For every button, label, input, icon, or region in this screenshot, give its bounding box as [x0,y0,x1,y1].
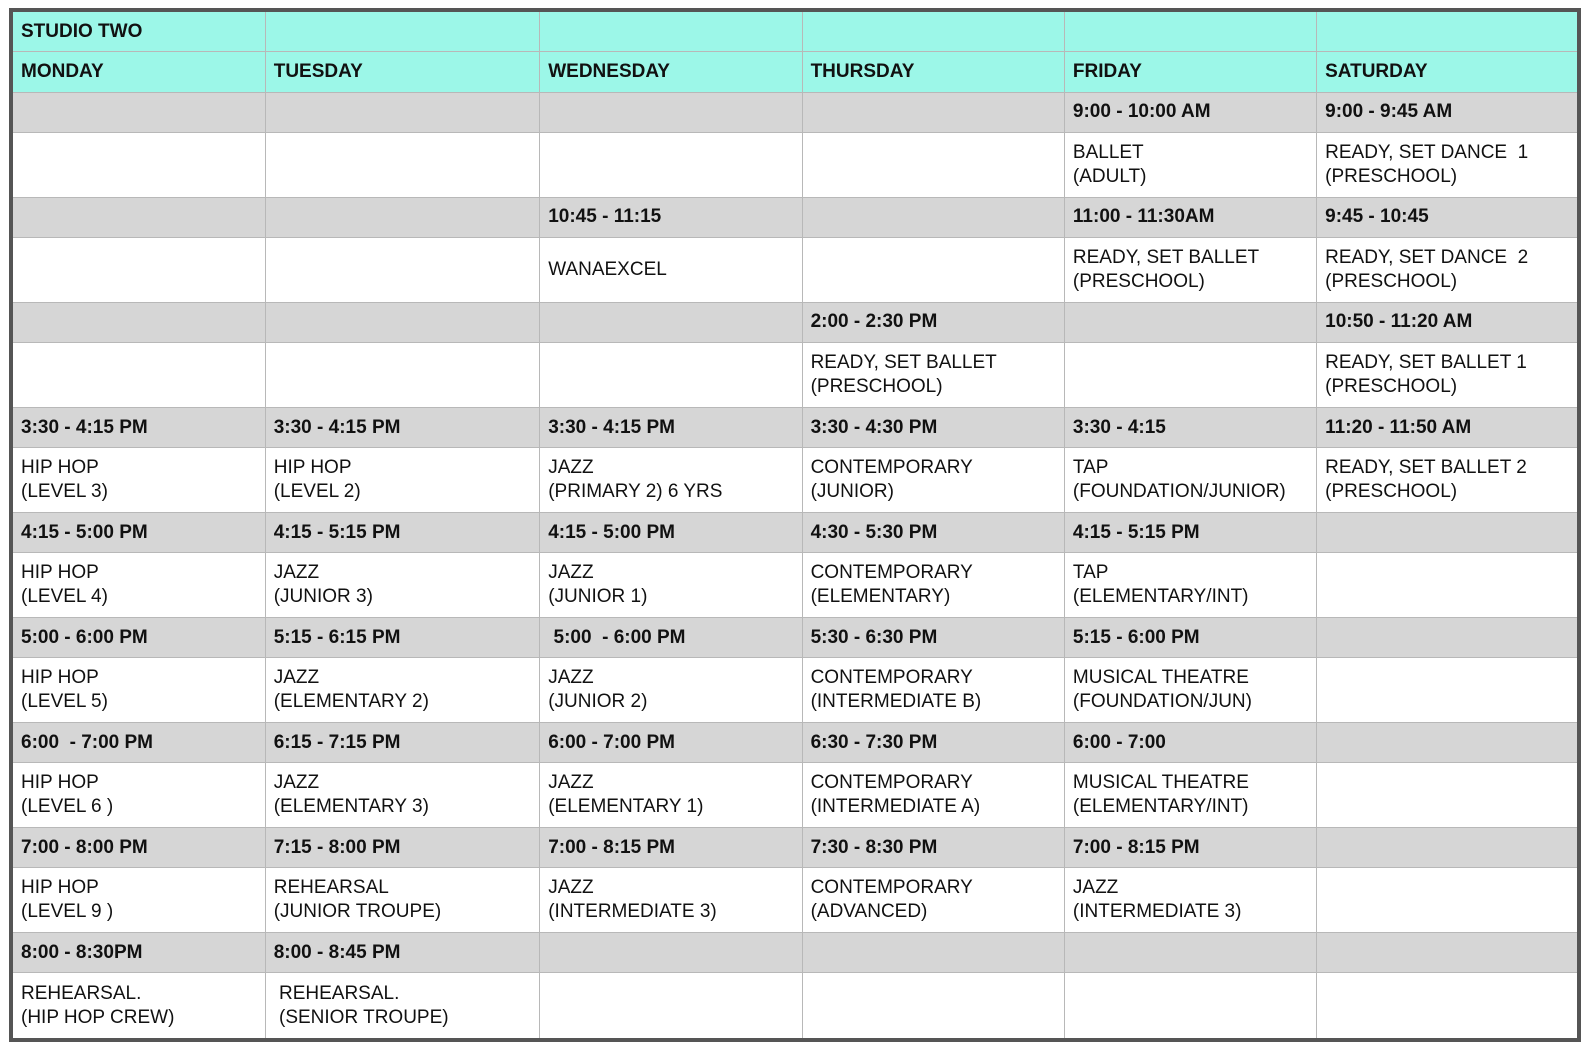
time-cell-saturday[interactable]: 9:00 - 9:45 AM [1317,93,1577,133]
time-row [13,723,1577,763]
class-level: (INTERMEDIATE 3) [548,901,717,923]
time-row [13,303,1577,343]
class-name: CONTEMPORARY [810,562,973,584]
class-cell-friday[interactable] [1064,237,1316,302]
time-cell-monday[interactable]: 4:15 - 5:00 PM [13,513,265,553]
class-name: CONTEMPORARY [810,457,973,479]
class-level: (HIP HOP CREW) [21,1006,175,1028]
class-cell-monday[interactable] [13,973,265,1038]
time-cell-friday[interactable]: 9:00 - 10:00 AM [1064,93,1316,133]
time-cell-tuesday[interactable] [265,303,540,343]
class-level: (LEVEL 5) [21,691,108,713]
class-level: (PRESCHOOL) [1325,165,1458,187]
time-cell-thursday[interactable] [802,198,1064,238]
class-name: HIP HOP [21,562,99,584]
class-cell-friday[interactable] [1064,657,1316,722]
class-cell-monday[interactable] [13,237,265,302]
class-cell-wednesday[interactable] [540,763,802,828]
time-cell-saturday[interactable] [1317,513,1577,553]
class-cell-tuesday[interactable] [265,447,540,512]
class-name: REHEARSAL. [21,982,142,1004]
class-level: (PRESCHOOL) [1325,376,1458,397]
class-level: (PRESCHOOL) [810,376,943,397]
class-name: READY, SET BALLET 1 [1325,352,1527,373]
class-cell-thursday[interactable] [802,552,1064,617]
time-cell-tuesday[interactable] [265,93,540,133]
time-cell-monday[interactable]: 8:00 - 8:30PM [13,933,265,973]
class-name: READY, SET BALLET [810,352,997,373]
time-cell-friday[interactable]: 6:00 - 7:00 [1064,723,1316,763]
class-cell-saturday[interactable] [1317,763,1577,828]
time-cell-thursday[interactable]: 5:30 - 6:30 PM [802,618,1064,658]
class-level: (JUNIOR TROUPE) [273,901,442,923]
class-cell-wednesday[interactable] [540,447,802,512]
class-level: (ELEMENTARY) [810,586,951,608]
time-cell-tuesday[interactable]: 3:30 - 4:15 PM [265,408,540,448]
class-cell-wednesday[interactable] [540,868,802,933]
class-cell-saturday[interactable] [1317,132,1577,197]
class-level: (JUNIOR 3) [273,586,373,608]
class-level: (LEVEL 2) [273,481,361,503]
time-row [13,198,1577,238]
class-level: (ADULT) [1072,165,1147,187]
class-level: (ELEMENTARY/INT) [1072,586,1249,608]
class-cell-friday[interactable] [1064,552,1316,617]
class-cell-friday[interactable] [1064,447,1316,512]
class-name: CONTEMPORARY [810,667,973,689]
class-cell-saturday[interactable] [1317,973,1577,1038]
time-cell-thursday[interactable]: 4:30 - 5:30 PM [802,513,1064,553]
class-cell-wednesday[interactable] [540,237,802,302]
time-cell-monday[interactable] [13,198,265,238]
class-name: JAZZ [548,667,594,689]
class-level: (JUNIOR) [810,481,894,503]
class-name: READY, SET DANCE 2 [1325,246,1529,268]
class-name: REHEARSAL [273,877,389,899]
studio-title-filler[interactable] [802,12,1064,52]
class-name: READY, SET BALLET 2 [1325,457,1527,479]
class-cell-saturday[interactable] [1317,552,1577,617]
time-cell-wednesday[interactable]: 10:45 - 11:15 [540,198,802,238]
class-row [13,763,1577,828]
time-cell-monday[interactable]: 6:00 - 7:00 PM [13,723,265,763]
class-name: READY, SET BALLET [1072,246,1260,268]
class-name: WANAEXCEL [548,258,667,280]
time-cell-saturday[interactable]: 11:20 - 11:50 AM [1317,408,1577,448]
class-cell-monday[interactable] [13,868,265,933]
day-header-friday[interactable]: FRIDAY [1064,52,1316,93]
time-cell-saturday[interactable]: 9:45 - 10:45 [1317,198,1577,238]
class-level: (ADVANCED) [810,901,928,923]
day-header-tuesday[interactable]: TUESDAY [265,52,540,93]
class-row [13,552,1577,617]
class-cell-friday[interactable] [1064,132,1316,197]
time-row [13,408,1577,448]
class-name: BALLET [1072,141,1144,163]
time-cell-wednesday[interactable]: 3:30 - 4:15 PM [540,408,802,448]
class-cell-monday[interactable] [13,342,265,407]
time-cell-friday[interactable]: 7:00 - 8:15 PM [1064,828,1316,868]
class-cell-monday[interactable] [13,552,265,617]
time-cell-tuesday[interactable]: 8:00 - 8:45 PM [265,933,540,973]
time-cell-friday[interactable]: 5:15 - 6:00 PM [1064,618,1316,658]
class-cell-monday[interactable] [13,763,265,828]
class-cell-wednesday[interactable] [540,552,802,617]
time-row [13,513,1577,553]
time-cell-monday[interactable]: 3:30 - 4:15 PM [13,408,265,448]
schedule-table [13,12,1577,1038]
time-cell-wednesday[interactable]: 5:00 - 6:00 PM [540,618,802,658]
time-row [13,933,1577,973]
class-row [13,132,1577,197]
day-header-thursday[interactable]: THURSDAY [802,52,1064,93]
time-cell-monday[interactable] [13,303,265,343]
class-name: HIP HOP [21,772,99,794]
class-name: REHEARSAL. [273,982,400,1004]
time-cell-saturday[interactable] [1317,828,1577,868]
class-cell-monday[interactable] [13,447,265,512]
class-level: (LEVEL 6 ) [21,796,114,818]
class-name: MUSICAL THEATRE [1072,667,1249,689]
time-cell-wednesday[interactable]: 7:00 - 8:15 PM [540,828,802,868]
class-row [13,237,1577,302]
class-level: (ELEMENTARY 2) [273,691,429,713]
class-name: HIP HOP [21,877,99,899]
class-name: HIP HOP [21,667,99,689]
time-row [13,828,1577,868]
time-cell-monday[interactable] [13,93,265,133]
day-header-monday[interactable]: MONDAY [13,52,265,93]
class-cell-thursday[interactable] [802,447,1064,512]
day-header-row [13,52,1577,93]
class-cell-thursday[interactable] [802,237,1064,302]
class-name: HIP HOP [21,457,99,479]
class-level: (JUNIOR 1) [548,586,648,608]
class-name: READY, SET DANCE 1 [1325,141,1529,163]
class-cell-tuesday[interactable] [265,763,540,828]
time-cell-thursday[interactable]: 7:30 - 8:30 PM [802,828,1064,868]
class-name: TAP [1072,457,1109,479]
time-cell-friday[interactable] [1064,933,1316,973]
time-cell-saturday[interactable] [1317,723,1577,763]
day-header-saturday[interactable]: SATURDAY [1317,52,1577,93]
class-cell-tuesday[interactable] [265,552,540,617]
time-cell-friday[interactable]: 11:00 - 11:30AM [1064,198,1316,238]
class-cell-saturday[interactable] [1317,868,1577,933]
class-name: JAZZ [1072,877,1119,899]
class-name: JAZZ [548,772,594,794]
class-level: (PRIMARY 2) 6 YRS [548,481,723,503]
class-level: (FOUNDATION/JUN) [1072,691,1252,713]
time-cell-wednesday[interactable] [540,933,802,973]
class-row [13,973,1577,1038]
time-cell-saturday[interactable] [1317,933,1577,973]
class-cell-tuesday[interactable] [265,132,540,197]
class-level: (SENIOR TROUPE) [273,1006,449,1028]
class-cell-friday[interactable] [1064,342,1316,407]
class-level: (ELEMENTARY 1) [548,796,704,818]
time-cell-thursday[interactable] [802,933,1064,973]
class-cell-friday[interactable] [1064,763,1316,828]
class-row [13,868,1577,933]
time-cell-tuesday[interactable]: 5:15 - 6:15 PM [265,618,540,658]
time-row [13,618,1577,658]
class-level: (LEVEL 9 ) [21,901,114,923]
class-cell-thursday[interactable] [802,342,1064,407]
class-cell-wednesday[interactable] [540,342,802,407]
class-level: (ELEMENTARY/INT) [1072,796,1249,818]
class-name: MUSICAL THEATRE [1072,772,1249,794]
time-cell-wednesday[interactable] [540,303,802,343]
studio-title-filler[interactable] [540,12,802,52]
class-name: HIP HOP [273,457,352,479]
time-cell-friday[interactable]: 4:15 - 5:15 PM [1064,513,1316,553]
time-cell-monday[interactable]: 7:00 - 8:00 PM [13,828,265,868]
class-level: (LEVEL 4) [21,586,108,608]
time-cell-wednesday[interactable] [540,93,802,133]
class-cell-saturday[interactable] [1317,447,1577,512]
class-name: JAZZ [273,667,320,689]
time-cell-wednesday[interactable]: 4:15 - 5:00 PM [540,513,802,553]
class-name: CONTEMPORARY [810,877,973,899]
class-cell-friday[interactable] [1064,868,1316,933]
studio-title-row [13,12,1577,52]
time-cell-wednesday[interactable]: 6:00 - 7:00 PM [540,723,802,763]
class-cell-wednesday[interactable] [540,132,802,197]
class-name: JAZZ [548,457,594,479]
time-cell-saturday[interactable]: 10:50 - 11:20 AM [1317,303,1577,343]
class-name: TAP [1072,562,1109,584]
time-cell-thursday[interactable]: 6:30 - 7:30 PM [802,723,1064,763]
time-cell-tuesday[interactable]: 4:15 - 5:15 PM [265,513,540,553]
class-cell-thursday[interactable] [802,132,1064,197]
class-name: JAZZ [548,877,594,899]
schedule-sheet [9,8,1581,1042]
time-cell-thursday[interactable] [802,93,1064,133]
class-cell-saturday[interactable] [1317,237,1577,302]
class-cell-tuesday[interactable] [265,973,540,1038]
schedule-body [13,12,1577,1038]
studio-title-filler[interactable] [1064,12,1316,52]
class-cell-thursday[interactable] [802,868,1064,933]
class-cell-monday[interactable] [13,132,265,197]
class-row [13,447,1577,512]
class-cell-tuesday[interactable] [265,868,540,933]
class-level: (INTERMEDIATE A) [810,796,981,818]
class-cell-saturday[interactable] [1317,342,1577,407]
time-cell-tuesday[interactable]: 7:15 - 8:00 PM [265,828,540,868]
class-level: (PRESCHOOL) [1325,481,1458,503]
class-cell-thursday[interactable] [802,657,1064,722]
class-cell-tuesday[interactable] [265,237,540,302]
class-cell-saturday[interactable] [1317,657,1577,722]
class-cell-tuesday[interactable] [265,657,540,722]
class-name: JAZZ [273,562,320,584]
time-cell-friday[interactable] [1064,303,1316,343]
studio-title[interactable]: STUDIO TWO [13,12,265,52]
class-cell-thursday[interactable] [802,763,1064,828]
class-level: (ELEMENTARY 3) [273,796,429,818]
class-level: (INTERMEDIATE 3) [1072,901,1242,923]
class-level: (INTERMEDIATE B) [810,691,982,713]
class-level: (JUNIOR 2) [548,691,648,713]
time-cell-thursday[interactable]: 2:00 - 2:30 PM [802,303,1064,343]
class-name: JAZZ [548,562,594,584]
class-row [13,657,1577,722]
class-cell-wednesday[interactable] [540,657,802,722]
class-cell-thursday[interactable] [802,973,1064,1038]
studio-title-filler[interactable] [265,12,540,52]
time-cell-saturday[interactable] [1317,618,1577,658]
class-cell-monday[interactable] [13,657,265,722]
class-name: JAZZ [273,772,320,794]
day-header-wednesday[interactable]: WEDNESDAY [540,52,802,93]
time-cell-tuesday[interactable] [265,198,540,238]
class-level: (PRESCHOOL) [1325,270,1458,292]
studio-title-filler[interactable] [1317,12,1577,52]
class-level: (PRESCHOOL) [1072,270,1205,292]
class-level: (FOUNDATION/JUNIOR) [1072,481,1286,503]
time-cell-friday[interactable]: 3:30 - 4:15 [1064,408,1316,448]
time-cell-monday[interactable]: 5:00 - 6:00 PM [13,618,265,658]
class-level: (LEVEL 3) [21,481,108,503]
class-name: CONTEMPORARY [810,772,973,794]
class-cell-wednesday[interactable] [540,973,802,1038]
time-cell-tuesday[interactable]: 6:15 - 7:15 PM [265,723,540,763]
class-cell-friday[interactable] [1064,973,1316,1038]
class-cell-tuesday[interactable] [265,342,540,407]
time-row [13,93,1577,133]
time-cell-thursday[interactable]: 3:30 - 4:30 PM [802,408,1064,448]
class-row [13,342,1577,407]
